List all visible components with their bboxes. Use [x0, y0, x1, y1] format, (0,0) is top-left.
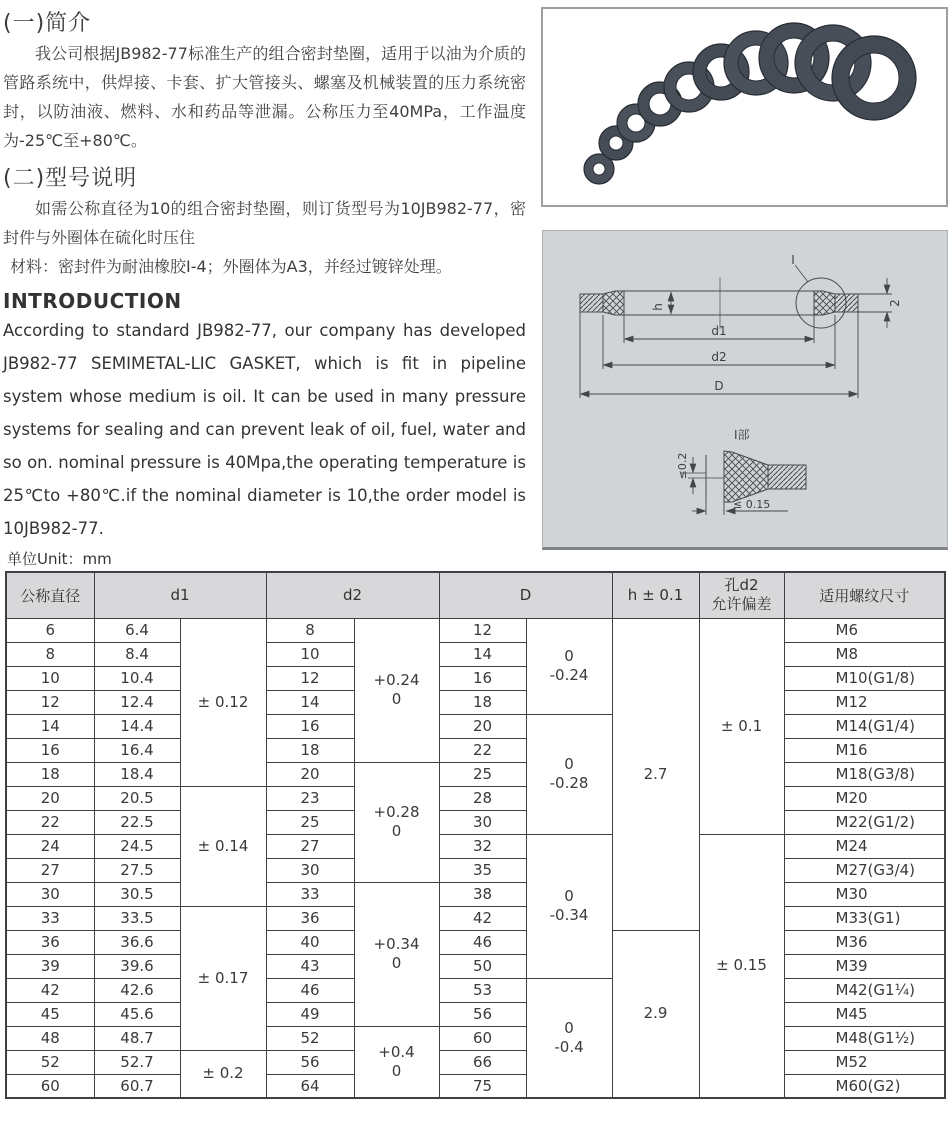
cell-D-tolerance: 0 -0.28 — [526, 714, 612, 834]
dim-h-label: h — [651, 303, 665, 311]
cell-d2-value: 30 — [266, 858, 354, 882]
cell-thread-size: M60(G2) — [784, 1074, 945, 1098]
table-row — [6, 930, 945, 954]
table-row — [6, 810, 945, 834]
cell-nominal-diameter: 24 — [6, 834, 94, 858]
cell-D-value: 53 — [439, 978, 526, 1002]
seal-rings-image — [543, 9, 946, 205]
table-row — [6, 714, 945, 738]
gasket-cross-section — [543, 231, 947, 547]
cell-d1-value: 8.4 — [94, 642, 180, 666]
intro-section — [3, 4, 526, 545]
cell-d2-value: 12 — [266, 666, 354, 690]
cell-d1-value: 12.4 — [94, 690, 180, 714]
rubber-seal-right — [814, 291, 835, 315]
cell-D-value: 22 — [439, 738, 526, 762]
cell-nominal-diameter: 8 — [6, 642, 94, 666]
cell-d1-value: 27.5 — [94, 858, 180, 882]
table-row — [6, 690, 945, 714]
cell-d2-value: 64 — [266, 1074, 354, 1098]
cell-D-value: 46 — [439, 930, 526, 954]
cell-nominal-diameter: 18 — [6, 762, 94, 786]
cell-D-value: 35 — [439, 858, 526, 882]
cell-d1-value: 39.6 — [94, 954, 180, 978]
cell-thread-size: M42(G1¼) — [784, 978, 945, 1002]
cell-thread-size: M48(G1½) — [784, 1026, 945, 1050]
cell-d2-value: 33 — [266, 882, 354, 906]
cell-d2-tolerance: +0.28 0 — [354, 762, 439, 882]
header-d2: d2 — [266, 572, 439, 618]
cell-D-value: 42 — [439, 906, 526, 930]
detail-view — [681, 451, 806, 502]
cell-thread-size: M33(G1) — [784, 906, 945, 930]
cell-thread-size: M22(G1/2) — [784, 810, 945, 834]
cell-hole-d2-tolerance: ± 0.1 — [699, 618, 784, 834]
main-section-view — [580, 265, 858, 329]
cell-nominal-diameter: 22 — [6, 810, 94, 834]
table-row — [6, 906, 945, 930]
cell-d1-value: 42.6 — [94, 978, 180, 1002]
cell-thread-size: M12 — [784, 690, 945, 714]
material-line: 材料：密封件为耐油橡胶I-4；外圈体为A3，并经过镀锌处理。 — [10, 257, 452, 276]
dim-d2-label: d2 — [711, 350, 727, 364]
table-row — [6, 978, 945, 1002]
cell-nominal-diameter: 36 — [6, 930, 94, 954]
table-row — [6, 762, 945, 786]
dim-tol-vertical-label: ≤0.2 — [676, 452, 689, 480]
cell-D-value: 60 — [439, 1026, 526, 1050]
cell-thread-size: M18(G3/8) — [784, 762, 945, 786]
table-row — [6, 1050, 945, 1074]
cell-thread-size: M30 — [784, 882, 945, 906]
dim-tol-horizontal-label: ≤ 0.15 — [733, 498, 771, 511]
table-row — [6, 1002, 945, 1026]
rubber-detail — [724, 451, 768, 502]
cell-nominal-diameter: 48 — [6, 1026, 94, 1050]
table-row — [6, 954, 945, 978]
cell-nominal-diameter: 6 — [6, 618, 94, 642]
model-paragraph-cn: 如需公称直径为10的组合密封垫圈，则订货型号为10JB982-77，密封件与外圈体在硫化时压住 — [3, 199, 526, 247]
cell-nominal-diameter: 60 — [6, 1074, 94, 1098]
header-nominal-diameter: 公称直径 — [6, 572, 94, 618]
cell-d2-value: 52 — [266, 1026, 354, 1050]
cell-thread-size: M39 — [784, 954, 945, 978]
cell-d1-value: 6.4 — [94, 618, 180, 642]
cell-D-value: 16 — [439, 666, 526, 690]
cell-nominal-diameter: 12 — [6, 690, 94, 714]
cell-d1-value: 10.4 — [94, 666, 180, 690]
header-hole-d2-tolerance — [699, 572, 784, 618]
metal-ring-left — [580, 294, 603, 312]
cell-D-value: 32 — [439, 834, 526, 858]
rubber-seal-left — [603, 291, 624, 315]
cell-nominal-diameter: 45 — [6, 1002, 94, 1026]
cell-h-value: 2.7 — [612, 618, 699, 930]
metal-detail — [768, 465, 806, 489]
cell-D-value: 28 — [439, 786, 526, 810]
cell-D-value: 50 — [439, 954, 526, 978]
table-row — [6, 666, 945, 690]
cell-nominal-diameter: 14 — [6, 714, 94, 738]
intro-paragraph-cn: 我公司根据JB982-77标准生产的组合密封垫圈，适用于以油为介质的管路系统中，供焊接、卡套、扩大管接头、螺塞及机械装置的压力系统密封，以防油液、燃料、水和药品等泄漏。公称压力至40MPa，工作温度为-25℃至+80℃。 — [3, 44, 526, 150]
header-hole-line2: 允许偏差 — [711, 595, 772, 614]
cell-d1-tolerance: ± 0.2 — [180, 1050, 266, 1098]
intro-paragraph-en: According to standard JB982-77, our company has developed JB982-77 SEMIMETAL-LIC GASKET, which is fit in pipeline system whose medium is oil. It can be used in many pressure systems for sealing and can prevent leak of oil, fuel, water and so on. nominal pressure is 40Mpa,the operating temperature is 25℃to +80℃.if the nominal diameter is 10,the order model is 10JB982-77. — [3, 321, 526, 538]
cell-d2-tolerance: +0.24 0 — [354, 618, 439, 762]
cell-D-tolerance: 0 -0.4 — [526, 978, 612, 1098]
cell-d1-value: 14.4 — [94, 714, 180, 738]
cell-d1-tolerance: ± 0.17 — [180, 906, 266, 1050]
cell-d2-value: 36 — [266, 906, 354, 930]
cell-d1-value: 48.7 — [94, 1026, 180, 1050]
cell-thread-size: M45 — [784, 1002, 945, 1026]
cell-thread-size: M27(G3/4) — [784, 858, 945, 882]
detail-ref-label: I — [791, 253, 795, 267]
cell-nominal-diameter: 30 — [6, 882, 94, 906]
table-row — [6, 642, 945, 666]
dim-d1-label: d1 — [711, 324, 727, 338]
seal-ring — [795, 25, 871, 101]
header-D: D — [439, 572, 612, 618]
spec-table — [5, 571, 946, 1099]
cell-D-value: 12 — [439, 618, 526, 642]
table-row — [6, 1074, 945, 1098]
cell-d2-value: 8 — [266, 618, 354, 642]
cell-d1-value: 30.5 — [94, 882, 180, 906]
cell-d2-value: 43 — [266, 954, 354, 978]
header-h-tolerance: h ± 0.1 — [612, 572, 699, 618]
cell-d2-value: 27 — [266, 834, 354, 858]
header-hole-line1: 孔d2 — [724, 576, 759, 595]
table-row — [6, 834, 945, 858]
dim-thickness — [858, 278, 892, 328]
intro-heading-cn: (一)简介 — [3, 11, 92, 36]
cell-d2-tolerance: +0.4 0 — [354, 1026, 439, 1098]
seal-ring — [832, 36, 916, 120]
table-row — [6, 858, 945, 882]
cell-nominal-diameter: 42 — [6, 978, 94, 1002]
cell-nominal-diameter: 10 — [6, 666, 94, 690]
detail-leader-line — [795, 265, 808, 282]
cell-D-value: 20 — [439, 714, 526, 738]
cell-thread-size: M16 — [784, 738, 945, 762]
table-row — [6, 618, 945, 642]
cell-nominal-diameter: 52 — [6, 1050, 94, 1074]
cell-D-value: 30 — [439, 810, 526, 834]
cell-d2-value: 23 — [266, 786, 354, 810]
table-row — [6, 786, 945, 810]
cell-D-value: 38 — [439, 882, 526, 906]
cell-nominal-diameter: 27 — [6, 858, 94, 882]
cell-d1-value: 20.5 — [94, 786, 180, 810]
cell-D-value: 18 — [439, 690, 526, 714]
cell-thread-size: M36 — [784, 930, 945, 954]
cell-d1-value: 36.6 — [94, 930, 180, 954]
cell-D-value: 56 — [439, 1002, 526, 1026]
cell-D-value: 25 — [439, 762, 526, 786]
cell-d2-value: 20 — [266, 762, 354, 786]
cell-d2-value: 25 — [266, 810, 354, 834]
cell-nominal-diameter: 33 — [6, 906, 94, 930]
cell-d2-value: 49 — [266, 1002, 354, 1026]
cell-D-tolerance: 0 -0.34 — [526, 834, 612, 978]
table-row — [6, 1026, 945, 1050]
cell-nominal-diameter: 16 — [6, 738, 94, 762]
technical-diagram — [542, 230, 948, 550]
detail-view-title: I部 — [734, 428, 750, 442]
cell-D-tolerance: 0 -0.24 — [526, 618, 612, 714]
cell-d2-tolerance: +0.34 0 — [354, 882, 439, 1026]
table-row — [6, 882, 945, 906]
cell-nominal-diameter: 20 — [6, 786, 94, 810]
cell-D-value: 14 — [439, 642, 526, 666]
cell-d1-value: 24.5 — [94, 834, 180, 858]
cell-d1-value: 22.5 — [94, 810, 180, 834]
cell-d1-value: 52.7 — [94, 1050, 180, 1074]
unit-label: 单位Unit：mm — [7, 550, 112, 568]
cell-d2-value: 18 — [266, 738, 354, 762]
cell-d1-value: 60.7 — [94, 1074, 180, 1098]
model-heading-cn: (二)型号说明 — [3, 166, 138, 191]
cell-d2-value: 10 — [266, 642, 354, 666]
cell-thread-size: M24 — [784, 834, 945, 858]
cell-hole-d2-tolerance: ± 0.15 — [699, 834, 784, 1098]
cell-thread-size: M8 — [784, 642, 945, 666]
cell-d1-value: 16.4 — [94, 738, 180, 762]
cell-d1-value: 45.6 — [94, 1002, 180, 1026]
cell-nominal-diameter: 39 — [6, 954, 94, 978]
dim-D-label: D — [714, 379, 724, 393]
product-photo — [541, 7, 948, 207]
cell-thread-size: M6 — [784, 618, 945, 642]
cell-D-value: 75 — [439, 1074, 526, 1098]
cell-thread-size: M14(G1/4) — [784, 714, 945, 738]
cell-thread-size: M52 — [784, 1050, 945, 1074]
cell-thread-size: M20 — [784, 786, 945, 810]
cell-d2-value: 16 — [266, 714, 354, 738]
table-row — [6, 738, 945, 762]
dim-thickness-label: 2 — [888, 299, 902, 307]
cell-d1-value: 33.5 — [94, 906, 180, 930]
header-d1: d1 — [94, 572, 266, 618]
cell-d2-value: 46 — [266, 978, 354, 1002]
spec-table-container — [5, 571, 946, 1099]
spec-table-body — [6, 618, 945, 1098]
intro-heading-en: INTRODUCTION — [3, 289, 182, 313]
cell-d2-value: 56 — [266, 1050, 354, 1074]
cell-d1-value: 18.4 — [94, 762, 180, 786]
table-header-row — [6, 572, 945, 618]
cell-d1-tolerance: ± 0.12 — [180, 618, 266, 786]
cell-d2-value: 40 — [266, 930, 354, 954]
cell-d1-tolerance: ± 0.14 — [180, 786, 266, 906]
cell-D-value: 66 — [439, 1050, 526, 1074]
cell-h-value: 2.9 — [612, 930, 699, 1098]
cell-thread-size: M10(G1/8) — [784, 666, 945, 690]
header-thread-size: 适用螺纹尺寸 — [784, 572, 945, 618]
cell-d2-value: 14 — [266, 690, 354, 714]
